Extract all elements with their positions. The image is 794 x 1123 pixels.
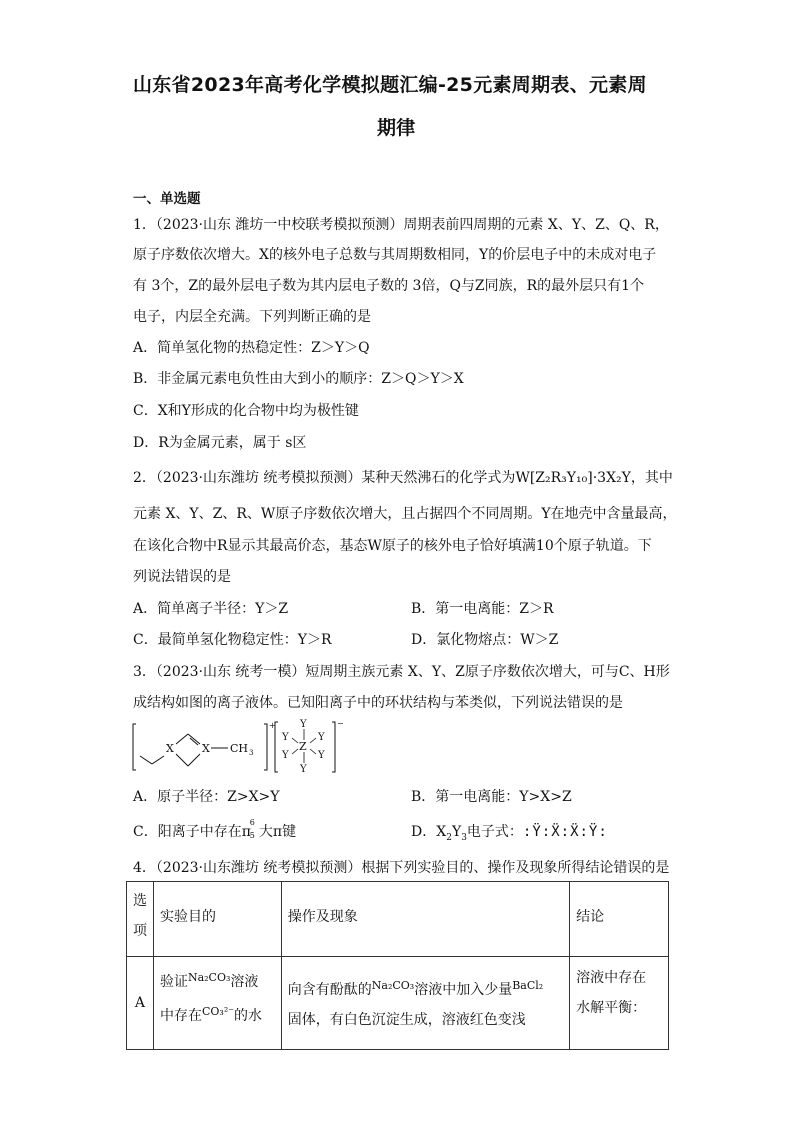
q3-option-d: D．$X_2Y_3$电子式：:Ÿ:Ẍ:Ẍ:Ÿ: bbox=[411, 824, 608, 843]
ligand-upper-left: Y bbox=[282, 732, 289, 743]
ring-atom-x1: X bbox=[166, 742, 174, 755]
q2-option-b: B．第一电离能：Z＞R bbox=[411, 601, 554, 617]
anion-right-bracket bbox=[332, 722, 335, 772]
anion-left-bracket bbox=[275, 722, 278, 772]
ethyl-bond-2 bbox=[152, 756, 164, 764]
row-a-operation: 向含有酚酞的$^{Na_2CO_3}$溶液中加入少量$^{BaCl_2}$ 固体，有白色沉淀生成，溶液红色变浅 bbox=[281, 957, 569, 1050]
header-purpose: 实验目的 bbox=[153, 882, 281, 957]
ligand-bottom: Y bbox=[300, 764, 307, 775]
q1-stem-line3: 有 3个，Z的最外层电子数为其内层电子数的 3倍，Q与Z同族，R的最外层只有1个 bbox=[133, 278, 645, 294]
row-a-option: A bbox=[127, 957, 154, 1050]
q3-option-c bbox=[133, 818, 297, 841]
row-a-purpose: 验证$^{Na_2CO_3}$溶液 中存在$^{CO_3^{2-}}$的水 bbox=[153, 957, 281, 1050]
q2-option-d: D．氯化物熔点：W＞Z bbox=[411, 632, 559, 648]
cation-left-bracket bbox=[133, 724, 136, 770]
page-title-line2: 期律 bbox=[377, 117, 416, 139]
q2-stem-line4: 列说法错误的是 bbox=[133, 569, 231, 585]
q2-formula: W[Z₂R₃Y₁₀]·3X₂Y bbox=[515, 470, 631, 486]
ethyl-bond-1 bbox=[140, 756, 152, 764]
ring-bond-1 bbox=[176, 734, 188, 744]
methyl-subscript: 3 bbox=[249, 749, 254, 757]
page-title: 山东省2023年高考化学模拟题汇编-25元素周期表、元素周 bbox=[133, 74, 647, 96]
q1-stem-line1: 1．（2023·山东 潍坊一中校联考模拟预测）周期表前四周期的元素 X、Y、Z、Q、R， bbox=[133, 217, 669, 233]
q3-option-c-prefix: C．阳离子中存在 bbox=[133, 824, 242, 840]
q3-stem-line1: 3．（2023·山东 统考一模）短周期主族元素 X、Y、Z原子序数依次增大，可与C、H形 bbox=[133, 664, 670, 680]
experiment-table bbox=[126, 881, 669, 1050]
q2-stem-line1 bbox=[133, 467, 673, 487]
ligand-top: Y bbox=[300, 719, 307, 730]
q3-stem-line2: 成结构如图的离子液体。已知阳离子中的环状结构与苯类似，下列说法错误的是 bbox=[133, 695, 623, 711]
q2-stem-suffix: ，其中 bbox=[630, 470, 673, 486]
electron-dot-formula: :Ÿ:Ẍ:Ẍ:Ÿ: bbox=[522, 824, 608, 840]
cation-right-bracket bbox=[264, 724, 267, 770]
q3-option-b: B．第一电离能：Y>X>Z bbox=[411, 789, 572, 805]
center-atom-z: Z bbox=[299, 740, 307, 753]
q2-stem-line2: 元素 X、Y、Z、R、W原子序数依次增大，且占据四个不同周期。Y在地壳中含量最高， bbox=[133, 506, 677, 522]
ligand-lower-right: Y bbox=[318, 750, 325, 761]
q2-stem-line3: 在该化合物中R显示其最高价态，基态W原子的核外电子恰好填满10个原子轨道。下 bbox=[133, 538, 652, 554]
pi-subscript: 5 bbox=[249, 831, 255, 840]
section-heading: 一、单选题 bbox=[133, 191, 201, 207]
table-row bbox=[127, 957, 669, 1050]
methyl-group: CH bbox=[230, 742, 249, 755]
q1-option-a: A．简单氢化物的热稳定性：Z＞Y＞Q bbox=[133, 340, 370, 356]
q3-option-a: A．原子半径：Z>X>Y bbox=[133, 789, 280, 805]
cation-charge: + bbox=[269, 721, 276, 730]
header-operation: 操作及现象 bbox=[281, 882, 569, 957]
anion-charge: − bbox=[337, 719, 344, 728]
ring-bond-2 bbox=[188, 734, 200, 744]
ligand-lower-left: Y bbox=[282, 750, 289, 761]
q1-option-d: D．R为金属元素，属于 s区 bbox=[133, 435, 307, 451]
ring-bond-4 bbox=[188, 754, 200, 766]
table-header-row bbox=[127, 882, 669, 957]
q1-option-c: C．X和Y形成的化合物中均为极性键 bbox=[133, 403, 359, 419]
q1-stem-line4: 电子，内层全充满。下列判断正确的是 bbox=[133, 309, 371, 325]
pi-bond-notation: π 6 5 bbox=[241, 818, 255, 840]
header-option: 选项 bbox=[127, 882, 154, 957]
ionic-liquid-structure bbox=[132, 718, 342, 776]
q2-option-a: A．简单离子半径：Y＞Z bbox=[133, 601, 289, 617]
q2-stem-prefix: 2．（2023·山东潍坊 统考模拟预测）某种天然沸石的化学式为 bbox=[133, 470, 516, 486]
row-a-conclusion: 溶液中存在 水解平衡： bbox=[570, 957, 669, 1050]
q1-option-b: B．非金属元素电负性由大到小的顺序：Z＞Q＞Y＞X bbox=[133, 371, 464, 387]
pi-superscript: 6 bbox=[249, 818, 255, 827]
q1-stem-line2: 原子序数依次增大。X的核外电子总数与其周期数相同，Y的价层电子中的未成对电子 bbox=[133, 247, 657, 263]
header-conclusion: 结论 bbox=[570, 882, 669, 957]
ring-bond-3 bbox=[176, 754, 188, 766]
ring-atom-x2: X bbox=[202, 742, 210, 755]
q3-option-c-suffix: 大π键 bbox=[258, 824, 297, 840]
q4-stem-line1: 4．（2023·山东潍坊 统考模拟预测）根据下列实验目的、操作及现象所得结论错误的是 bbox=[133, 860, 670, 876]
q2-option-c: C．最简单氢化物稳定性：Y＞R bbox=[133, 632, 332, 648]
ligand-upper-right: Y bbox=[318, 732, 325, 743]
